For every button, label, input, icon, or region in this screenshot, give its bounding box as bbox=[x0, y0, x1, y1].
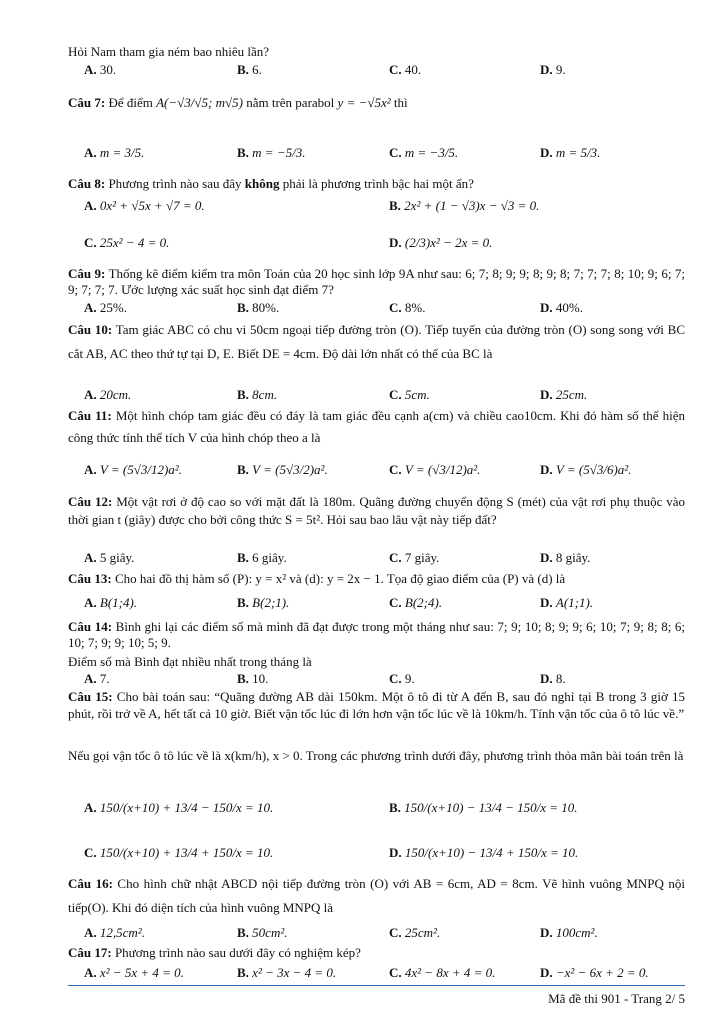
q9-option-c bbox=[389, 300, 425, 316]
q6-option-d bbox=[540, 62, 566, 78]
option-text: 40%. bbox=[555, 300, 583, 315]
option-text: 150/(x+10) + 13/4 − 150/x = 10. bbox=[99, 800, 274, 815]
option-text: 150/(x+10) − 13/4 − 150/x = 10. bbox=[404, 800, 578, 815]
option-label: D. bbox=[540, 595, 553, 610]
option-label: A. bbox=[84, 62, 97, 77]
option-label: B. bbox=[237, 145, 249, 160]
option-label: B. bbox=[389, 198, 401, 213]
option-label: B. bbox=[237, 671, 249, 686]
option-label: A. bbox=[84, 671, 97, 686]
option-text: 9. bbox=[555, 62, 566, 77]
option-text: m = −5/3. bbox=[252, 145, 306, 160]
emphasis-text: không bbox=[244, 176, 280, 191]
q12-option-d bbox=[540, 550, 590, 566]
option-label: C. bbox=[389, 62, 402, 77]
option-text: x² − 3x − 4 = 0. bbox=[252, 965, 337, 980]
option-label: B. bbox=[237, 550, 249, 565]
option-text: 6. bbox=[252, 62, 262, 77]
option-label: C. bbox=[389, 300, 402, 315]
question-text: Phương trình nào sau dưới đây có nghiệm kép? bbox=[114, 945, 361, 960]
question-text: nằm trên parabol bbox=[246, 95, 335, 110]
option-text: 25cm. bbox=[555, 387, 588, 402]
q9-option-b bbox=[237, 300, 279, 316]
q17-option-c bbox=[389, 965, 495, 981]
option-text: 6 giây. bbox=[252, 550, 287, 565]
q12-option-a bbox=[84, 550, 134, 566]
question-label: Câu 11: bbox=[68, 408, 112, 423]
option-text: 100cm². bbox=[555, 925, 598, 940]
question-text: Cho hai đồ thị hàm số (P): y = x² và (d): y = 2x − 1. Tọa độ giao điểm của (P) và (d) là bbox=[114, 571, 566, 586]
option-label: A. bbox=[84, 300, 97, 315]
option-label: B. bbox=[237, 462, 249, 477]
question-8 bbox=[68, 176, 685, 192]
option-label: C. bbox=[389, 387, 402, 402]
question-text: Phương trình nào sau đây bbox=[108, 176, 242, 191]
option-text: B(2;4). bbox=[404, 595, 443, 610]
question-label: Câu 10: bbox=[68, 322, 113, 337]
option-label: D. bbox=[540, 145, 553, 160]
option-text: m = 5/3. bbox=[555, 145, 601, 160]
option-label: B. bbox=[237, 965, 249, 980]
q16-option-c bbox=[389, 925, 440, 941]
option-text: 0x² + √5x + √7 = 0. bbox=[99, 198, 205, 213]
question-label: Câu 12: bbox=[68, 494, 113, 509]
option-label: D. bbox=[540, 300, 553, 315]
q15-option-b bbox=[389, 800, 578, 816]
q6-option-b bbox=[237, 62, 262, 78]
option-label: B. bbox=[237, 595, 249, 610]
q6-option-c bbox=[389, 62, 421, 78]
question-9 bbox=[68, 266, 685, 298]
option-text: 50cm². bbox=[252, 925, 288, 940]
option-text: 150/(x+10) − 13/4 + 150/x = 10. bbox=[404, 845, 579, 860]
q14-option-a bbox=[84, 671, 110, 687]
option-label: A. bbox=[84, 387, 97, 402]
question-11 bbox=[68, 405, 685, 449]
question-label: Câu 9: bbox=[68, 266, 106, 281]
option-label: B. bbox=[237, 925, 249, 940]
q8-option-d bbox=[389, 235, 492, 251]
option-text: B(1;4). bbox=[99, 595, 138, 610]
question-text: Một hình chóp tam giác đều có đáy là tam giác đều cạnh a(cm) và chiều cao10cm. Khi đó hàm số thể hiện công thức tính thể tích V của hình chóp theo a là bbox=[68, 408, 685, 445]
parabola-expression: y = −√5x² bbox=[337, 95, 391, 110]
option-label: C. bbox=[389, 925, 402, 940]
option-text: 150/(x+10) + 13/4 + 150/x = 10. bbox=[99, 845, 274, 860]
question-label: Câu 13: bbox=[68, 571, 112, 586]
option-text: 8. bbox=[555, 671, 566, 686]
question-16 bbox=[68, 872, 685, 920]
q8-option-a bbox=[84, 198, 205, 214]
option-label: D. bbox=[389, 235, 402, 250]
question-text: Bình ghi lại các điểm số mà mình đã đạt được trong một tháng như sau: 7; 9; 10; 8; 9; 9; 6; 10; 7; 9; 8; 8; 6; 10; 7; 9; 9; 10; 5; 9. bbox=[68, 619, 686, 650]
option-label: C. bbox=[389, 145, 402, 160]
option-text: V = (√3/12)a². bbox=[404, 462, 481, 477]
q16-option-d bbox=[540, 925, 598, 941]
question-label: Câu 8: bbox=[68, 176, 106, 191]
q8-option-b bbox=[389, 198, 539, 214]
option-text: V = (5√3/6)a². bbox=[555, 462, 632, 477]
footer-divider bbox=[68, 985, 685, 986]
option-text: 5cm. bbox=[404, 387, 430, 402]
q11-option-a bbox=[84, 462, 182, 478]
option-label: C. bbox=[84, 845, 97, 860]
option-text: 12,5cm². bbox=[99, 925, 145, 940]
option-text: x² − 5x + 4 = 0. bbox=[99, 965, 184, 980]
q10-option-d bbox=[540, 387, 587, 403]
option-text: 10. bbox=[252, 671, 269, 686]
option-label: D. bbox=[540, 965, 553, 980]
option-label: B. bbox=[237, 300, 249, 315]
q17-option-a bbox=[84, 965, 184, 981]
question-7 bbox=[68, 95, 685, 111]
option-label: C. bbox=[389, 671, 402, 686]
question-label: Câu 14: bbox=[68, 619, 113, 634]
q9-option-d bbox=[540, 300, 583, 316]
option-text: 25x² − 4 = 0. bbox=[99, 235, 170, 250]
option-label: A. bbox=[84, 800, 97, 815]
question-text: Thống kê điểm kiểm tra môn Toán của 20 học sinh lớp 9A như sau: 6; 7; 8; 9; 9; 8; 9; 8; 7; 7; 7; 8; 10; 9; 6; 7; 9; 7; 7; 7. Ước lượng xác suất học sinh đạt điểm 7? bbox=[68, 266, 686, 297]
option-text: (2/3)x² − 2x = 0. bbox=[404, 235, 493, 250]
option-text: 5 giây. bbox=[99, 550, 135, 565]
q14-option-b bbox=[237, 671, 268, 687]
option-text: 8 giây. bbox=[555, 550, 591, 565]
q17-option-d bbox=[540, 965, 649, 981]
q14-option-d bbox=[540, 671, 566, 687]
q9-option-a bbox=[84, 300, 127, 316]
q17-option-b bbox=[237, 965, 336, 981]
q8-option-c bbox=[84, 235, 169, 251]
q13-option-d bbox=[540, 595, 593, 611]
q11-option-d bbox=[540, 462, 631, 478]
q6-option-a bbox=[84, 62, 116, 78]
option-label: D. bbox=[540, 462, 553, 477]
q11-option-b bbox=[237, 462, 328, 478]
option-label: A. bbox=[84, 462, 97, 477]
option-text: 8%. bbox=[404, 300, 426, 315]
question-6-tail: Hỏi Nam tham gia ném bao nhiêu lần? bbox=[68, 44, 270, 59]
option-text: 40. bbox=[404, 62, 422, 77]
q13-option-c bbox=[389, 595, 442, 611]
option-text: 2x² + (1 − √3)x − √3 = 0. bbox=[404, 198, 540, 213]
question-text: Để điểm bbox=[108, 95, 153, 110]
option-label: A. bbox=[84, 198, 97, 213]
page-footer: Mã đề thi 901 - Trang 2/ 5 bbox=[548, 991, 685, 1006]
q10-option-a bbox=[84, 387, 131, 403]
q16-option-a bbox=[84, 925, 145, 941]
q16-option-b bbox=[237, 925, 287, 941]
question-label: Câu 17: bbox=[68, 945, 112, 960]
q10-option-c bbox=[389, 387, 430, 403]
option-text: 30. bbox=[99, 62, 117, 77]
q12-option-c bbox=[389, 550, 439, 566]
option-label: A. bbox=[84, 925, 97, 940]
question-text: Tam giác ABC có chu vi 50cm ngoại tiếp đường tròn (O). Tiếp tuyến của đường tròn (O) song song với BC cắt AB, AC theo thứ tự tại D, E. Biết DE = 4cm. Độ dài lớn nhất có thể của BC là bbox=[68, 322, 685, 361]
question-text: Cho hình chữ nhật ABCD nội tiếp đường tròn (O) với AB = 6cm, AD = 8cm. Vẽ hình vuông MNPQ nội tiếp(O). Khi đó diện tích của hình vuông MNPQ là bbox=[68, 876, 686, 915]
question-14 bbox=[68, 619, 685, 651]
option-label: B. bbox=[389, 800, 401, 815]
option-text: m = −3/5. bbox=[404, 145, 459, 160]
option-label: C. bbox=[389, 595, 402, 610]
question-text: Một vật rơi ở độ cao so với mặt đất là 180m. Quãng đường chuyển động S (mét) của vật rơi phụ thuộc vào thời gian t (giây) được cho bởi công thức S = 5t². Hỏi sau bao lâu vật này tiếp đất? bbox=[68, 494, 685, 527]
question-13 bbox=[68, 571, 685, 587]
option-text: 7. bbox=[99, 671, 110, 686]
q14-option-c bbox=[389, 671, 415, 687]
option-label: A. bbox=[84, 965, 97, 980]
option-label: A. bbox=[84, 595, 97, 610]
q10-option-b bbox=[237, 387, 277, 403]
option-label: C. bbox=[389, 462, 402, 477]
option-text: 7 giây. bbox=[404, 550, 440, 565]
option-text: V = (5√3/2)a². bbox=[252, 462, 328, 477]
option-label: D. bbox=[540, 387, 553, 402]
option-label: D. bbox=[540, 925, 553, 940]
option-label: B. bbox=[237, 387, 249, 402]
q15-option-a bbox=[84, 800, 273, 816]
question-label: Câu 7: bbox=[68, 95, 106, 110]
question-12 bbox=[68, 493, 685, 529]
question-15-line-2: Nếu gọi vận tốc ô tô lúc về là x(km/h), x > 0. Trong các phương trình dưới đây, phương trình thỏa mãn bài toán trên là bbox=[68, 748, 684, 763]
option-text: 9. bbox=[404, 671, 415, 686]
q11-option-c bbox=[389, 462, 480, 478]
q7-option-c bbox=[389, 145, 458, 161]
q7-option-a bbox=[84, 145, 144, 161]
option-text: 20cm. bbox=[99, 387, 132, 402]
q15-option-c bbox=[84, 845, 273, 861]
q12-option-b bbox=[237, 550, 287, 566]
question-text: Cho bài toán sau: “Quãng đường AB dài 150km. Một ô tô đi từ A đến B, sau đó nghỉ tại B trong 3 giờ 15 phút, rồi trở về A, hết tất cả 10 giờ. Biết vận tốc lúc đi lớn hơn vận tốc lúc về là 10km/h. Tính vận tốc của ô tô lúc về.” bbox=[68, 689, 686, 721]
question-label: Câu 15: bbox=[68, 689, 113, 704]
q7-option-d bbox=[540, 145, 600, 161]
option-label: C. bbox=[389, 965, 402, 980]
question-text: phải là phương trình bậc hai một ẩn? bbox=[282, 176, 474, 191]
q15-option-d bbox=[389, 845, 578, 861]
question-text: thì bbox=[393, 95, 408, 110]
option-label: D. bbox=[540, 671, 553, 686]
question-17 bbox=[68, 945, 685, 961]
question-label: Câu 16: bbox=[68, 876, 113, 891]
option-label: D. bbox=[540, 62, 553, 77]
option-label: A. bbox=[84, 550, 97, 565]
option-text: 4x² − 8x + 4 = 0. bbox=[404, 965, 496, 980]
q13-option-a bbox=[84, 595, 137, 611]
option-text: A(1;1). bbox=[555, 595, 594, 610]
option-text: −x² − 6x + 2 = 0. bbox=[555, 965, 649, 980]
option-label: B. bbox=[237, 62, 249, 77]
option-text: B(2;1). bbox=[252, 595, 290, 610]
option-text: V = (5√3/12)a². bbox=[99, 462, 182, 477]
option-label: D. bbox=[389, 845, 402, 860]
option-text: 8cm. bbox=[252, 387, 278, 402]
option-text: 25%. bbox=[99, 300, 127, 315]
q7-option-b bbox=[237, 145, 305, 161]
option-label: C. bbox=[389, 550, 402, 565]
question-10 bbox=[68, 318, 685, 366]
option-text: 25cm². bbox=[404, 925, 441, 940]
option-text: 80%. bbox=[252, 300, 280, 315]
option-label: C. bbox=[84, 235, 97, 250]
point-expression: A(−√3/√5; m√5) bbox=[156, 95, 243, 110]
question-15 bbox=[68, 688, 685, 722]
option-text: m = 3/5. bbox=[99, 145, 145, 160]
question-14-line-2: Điểm số mà Bình đạt nhiều nhất trong tháng là bbox=[68, 654, 312, 669]
q13-option-b bbox=[237, 595, 289, 611]
option-label: A. bbox=[84, 145, 97, 160]
option-label: D. bbox=[540, 550, 553, 565]
